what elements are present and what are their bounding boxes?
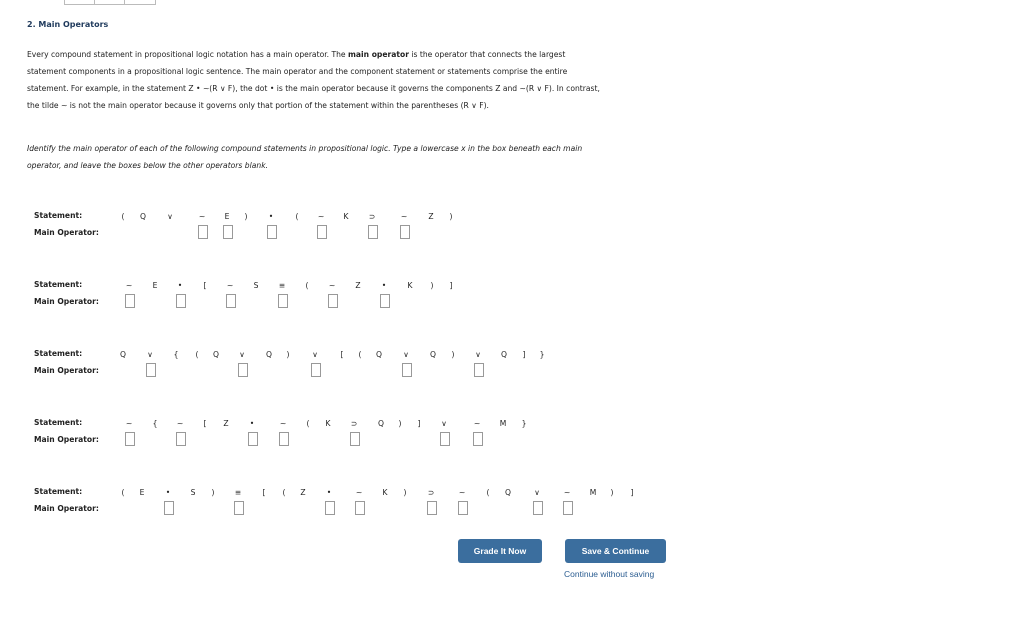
statement-symbol: ( bbox=[358, 350, 362, 359]
statement-symbol: ] bbox=[449, 281, 453, 290]
main-operator-answer-box[interactable] bbox=[325, 501, 335, 515]
statement-symbol: ) bbox=[244, 212, 248, 221]
statement-symbol: ∨ bbox=[441, 419, 447, 428]
statement-symbol: ~ bbox=[226, 281, 234, 290]
statement-symbol: [ bbox=[262, 488, 266, 497]
main-operator-label: Main Operator: bbox=[34, 366, 99, 375]
intro-paragraph bbox=[27, 46, 707, 114]
statement-symbol: ∨ bbox=[534, 488, 540, 497]
main-operator-answer-box[interactable] bbox=[458, 501, 468, 515]
statement-label: Statement: bbox=[34, 349, 83, 358]
statement-symbol: S bbox=[253, 281, 259, 290]
main-operator-answer-box[interactable] bbox=[278, 294, 288, 308]
statement-symbol: ≡ bbox=[278, 281, 286, 290]
main-operator-answer-box[interactable] bbox=[402, 363, 412, 377]
statement-symbol: ] bbox=[417, 419, 421, 428]
main-operator-answer-box[interactable] bbox=[267, 225, 277, 239]
statement-symbol: ) bbox=[398, 419, 402, 428]
instructions-line-2: operator, and leave the boxes below the other operators blank. bbox=[27, 161, 269, 170]
statement-symbol: { bbox=[173, 350, 179, 359]
statement-symbol: • bbox=[381, 281, 387, 290]
main-operator-answer-box[interactable] bbox=[355, 501, 365, 515]
statement-symbol: ∨ bbox=[312, 350, 318, 359]
statement-symbol: Q bbox=[430, 350, 436, 359]
statement-symbol: ) bbox=[449, 212, 453, 221]
statement-symbol: S bbox=[190, 488, 196, 497]
statement-symbol: Q bbox=[376, 350, 382, 359]
save-and-continue-button[interactable]: Save & Continue bbox=[565, 539, 666, 563]
statement-symbol: • bbox=[177, 281, 183, 290]
statement-symbol: Z bbox=[223, 419, 229, 428]
statement-symbol: • bbox=[165, 488, 171, 497]
statement-symbol: ( bbox=[306, 419, 310, 428]
statement-symbol: M bbox=[589, 488, 597, 497]
main-operator-answer-box[interactable] bbox=[317, 225, 327, 239]
statement-symbol: ~ bbox=[125, 419, 133, 428]
statement-label: Statement: bbox=[34, 280, 83, 289]
main-operator-answer-box[interactable] bbox=[176, 432, 186, 446]
statement-symbol: Q bbox=[140, 212, 146, 221]
statement-symbol: ~ bbox=[400, 212, 408, 221]
statement-symbol: K bbox=[382, 488, 388, 497]
main-operator-label: Main Operator: bbox=[34, 504, 99, 513]
main-operator-answer-box[interactable] bbox=[146, 363, 156, 377]
statement-symbol: Q bbox=[213, 350, 219, 359]
main-operator-answer-box[interactable] bbox=[248, 432, 258, 446]
main-operator-answer-box[interactable] bbox=[125, 294, 135, 308]
statement-symbol: Q bbox=[120, 350, 126, 359]
main-operator-answer-box[interactable] bbox=[279, 432, 289, 446]
previous-answer-boxes bbox=[64, 0, 156, 5]
intro-line-1: Every compound statement in propositional logic notation has a main operator. The main operator is the operator that connects the largest bbox=[27, 50, 566, 59]
statement-symbol: ~ bbox=[563, 488, 571, 497]
statement-symbol: ( bbox=[121, 212, 125, 221]
statement-symbol: ∨ bbox=[167, 212, 173, 221]
statement-label: Statement: bbox=[34, 211, 83, 220]
main-operator-answer-box[interactable] bbox=[350, 432, 360, 446]
statement-symbol: ~ bbox=[328, 281, 336, 290]
statement-symbol: } bbox=[539, 350, 545, 359]
continue-without-saving-link[interactable]: Continue without saving bbox=[564, 569, 655, 579]
main-operator-answer-box[interactable] bbox=[226, 294, 236, 308]
statement-symbol: ⊃ bbox=[427, 488, 435, 497]
statement-symbol: ( bbox=[486, 488, 490, 497]
statement-label: Statement: bbox=[34, 418, 83, 427]
statement-symbol: ( bbox=[295, 212, 299, 221]
statement-symbol: ∨ bbox=[403, 350, 409, 359]
statement-symbol: [ bbox=[340, 350, 344, 359]
statement-symbol: ~ bbox=[458, 488, 466, 497]
main-operator-answer-box[interactable] bbox=[125, 432, 135, 446]
statement-symbol: Q bbox=[378, 419, 384, 428]
main-operator-answer-box[interactable] bbox=[238, 363, 248, 377]
statement-symbol: E bbox=[139, 488, 145, 497]
intro-line-2: statement components in a propositional logic sentence. The main operator and the component statement or statements comprise the entire bbox=[27, 67, 568, 76]
statement-symbol: K bbox=[343, 212, 349, 221]
statement-symbol: ≡ bbox=[234, 488, 242, 497]
statement-symbol: Q bbox=[266, 350, 272, 359]
main-operator-answer-box[interactable] bbox=[234, 501, 244, 515]
main-operator-answer-box[interactable] bbox=[440, 432, 450, 446]
main-operator-answer-box[interactable] bbox=[473, 432, 483, 446]
main-operator-answer-box[interactable] bbox=[533, 501, 543, 515]
statement-symbol: • bbox=[249, 419, 255, 428]
main-operator-answer-box[interactable] bbox=[164, 501, 174, 515]
statement-symbol: K bbox=[325, 419, 331, 428]
statement-symbol: ( bbox=[195, 350, 199, 359]
grade-it-now-button[interactable]: Grade It Now bbox=[458, 539, 542, 563]
statement-symbol: K bbox=[407, 281, 413, 290]
statement-symbol: Q bbox=[501, 350, 507, 359]
statement-symbol: M bbox=[499, 419, 507, 428]
main-operator-label: Main Operator: bbox=[34, 435, 99, 444]
statement-symbol: [ bbox=[203, 419, 207, 428]
main-operator-answer-box[interactable] bbox=[223, 225, 233, 239]
instructions bbox=[27, 140, 707, 174]
statement-symbol: ) bbox=[211, 488, 215, 497]
main-operator-label: Main Operator: bbox=[34, 297, 99, 306]
main-operator-answer-box[interactable] bbox=[198, 225, 208, 239]
statement-symbol: ⊃ bbox=[368, 212, 376, 221]
statement-symbol: ~ bbox=[473, 419, 481, 428]
main-operator-answer-box[interactable] bbox=[380, 294, 390, 308]
statement-symbol: ~ bbox=[198, 212, 206, 221]
statement-symbol: ] bbox=[630, 488, 634, 497]
statement-label: Statement: bbox=[34, 487, 83, 496]
intro-line-4: the tilde ~ is not the main operator because it governs only that portion of the statement within the parentheses (R ∨ F). bbox=[27, 101, 489, 110]
statement-symbol: ( bbox=[305, 281, 309, 290]
main-operator-answer-box[interactable] bbox=[311, 363, 321, 377]
statement-symbol: ) bbox=[451, 350, 455, 359]
statement-symbol: ] bbox=[522, 350, 526, 359]
statement-symbol: ~ bbox=[355, 488, 363, 497]
statement-symbol: Z bbox=[428, 212, 434, 221]
statement-symbol: ) bbox=[403, 488, 407, 497]
statement-symbol: Z bbox=[300, 488, 306, 497]
statement-symbol: ) bbox=[286, 350, 290, 359]
statement-symbol: Z bbox=[355, 281, 361, 290]
statement-symbol: ~ bbox=[317, 212, 325, 221]
main-operator-answer-box[interactable] bbox=[400, 225, 410, 239]
main-operator-answer-box[interactable] bbox=[474, 363, 484, 377]
statement-symbol: [ bbox=[203, 281, 207, 290]
statement-symbol: Q bbox=[505, 488, 511, 497]
statement-symbol: ~ bbox=[279, 419, 287, 428]
intro-line-3: statement. For example, in the statement Z • ~(R ∨ F), the dot • is the main operator because it governs the components Z and ~(R ∨ F). In contrast, bbox=[27, 84, 600, 93]
statement-symbol: ⊃ bbox=[350, 419, 358, 428]
statement-symbol: ∨ bbox=[475, 350, 481, 359]
statement-symbol: ) bbox=[610, 488, 614, 497]
main-operator-label: Main Operator: bbox=[34, 228, 99, 237]
main-operator-answer-box[interactable] bbox=[563, 501, 573, 515]
statement-symbol: { bbox=[152, 419, 158, 428]
statement-symbol: ∨ bbox=[147, 350, 153, 359]
statement-symbol: ~ bbox=[176, 419, 184, 428]
instructions-line-1: Identify the main operator of each of the following compound statements in propositional logic. Type a lowercase x in the box beneath each main bbox=[27, 144, 583, 153]
section-title: 2. Main Operators bbox=[27, 20, 109, 29]
statement-symbol: ( bbox=[282, 488, 286, 497]
statement-symbol: ~ bbox=[125, 281, 133, 290]
statement-symbol: } bbox=[521, 419, 527, 428]
statement-symbol: • bbox=[326, 488, 332, 497]
statement-symbol: E bbox=[152, 281, 158, 290]
statement-symbol: ( bbox=[121, 488, 125, 497]
main-operator-answer-box[interactable] bbox=[427, 501, 437, 515]
statement-symbol: ) bbox=[430, 281, 434, 290]
statement-symbol: ∨ bbox=[239, 350, 245, 359]
main-operator-answer-box[interactable] bbox=[328, 294, 338, 308]
statement-symbol: E bbox=[224, 212, 230, 221]
statement-symbol: • bbox=[268, 212, 274, 221]
main-operator-answer-box[interactable] bbox=[176, 294, 186, 308]
main-operator-answer-box[interactable] bbox=[368, 225, 378, 239]
